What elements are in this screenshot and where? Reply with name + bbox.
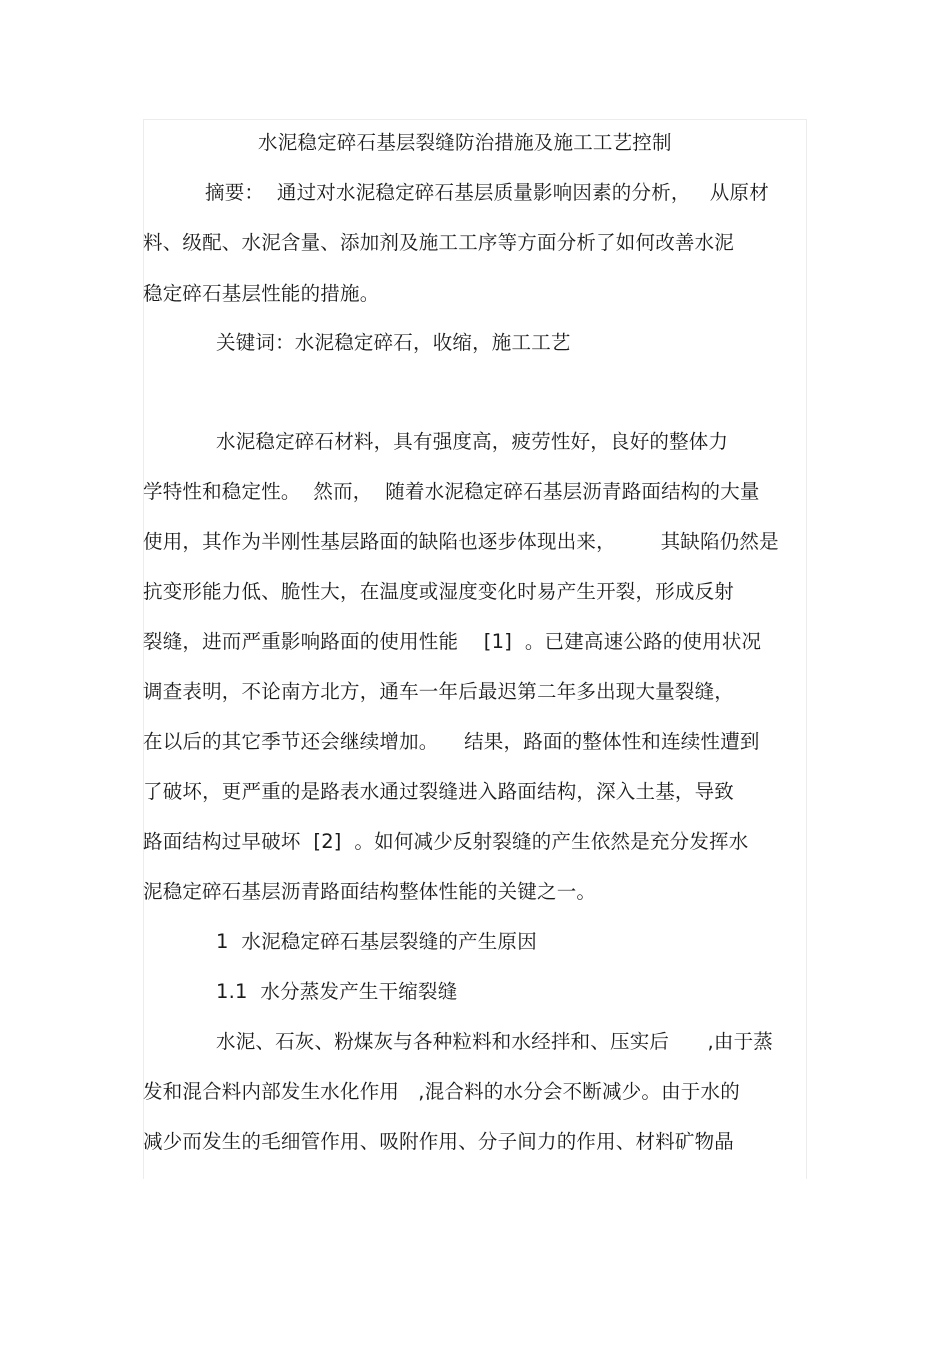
abstract-line: 摘要： 通过对水泥稳定碎石基层质量影响因素的分析， 从原材 <box>205 181 769 204</box>
abstract-line: 料、级配、水泥含量、添加剂及施工工序等方面分析了如何改善水泥 <box>143 231 735 254</box>
section-heading: 1 水泥稳定碎石基层裂缝的产生原因 <box>216 930 537 953</box>
body-line: 抗变形能力低、脆性大，在温度或湿度变化时易产生开裂，形成反射 <box>143 580 735 603</box>
body-line: 路面结构过早破坏 [2] 。如何减少反射裂缝的产生依然是充分发挥水 <box>143 830 749 853</box>
section-line: 发和混合料内部发生水化作用 ,混合料的水分会不断减少。由于水的 <box>143 1080 740 1103</box>
body-line: 调查表明，不论南方北方，通车一年后最迟第二年多出现大量裂缝， <box>143 680 735 703</box>
subsection-heading: 1.1 水分蒸发产生干缩裂缝 <box>216 980 458 1003</box>
document-title: 水泥稳定碎石基层裂缝防治措施及施工工艺控制 <box>258 131 672 154</box>
abstract-line: 稳定碎石基层性能的措施。 <box>143 282 380 305</box>
body-line: 学特性和稳定性。 然而， 随着水泥稳定碎石基层沥青路面结构的大量 <box>143 480 760 503</box>
section-line: 水泥、石灰、粉煤灰与各种粒料和水经拌和、压实后 ,由于蒸 <box>216 1030 773 1053</box>
body-line: 在以后的其它季节还会继续增加。 结果，路面的整体性和连续性遭到 <box>143 730 760 753</box>
keywords: 关键词：水泥稳定碎石，收缩，施工工艺 <box>216 331 571 354</box>
body-line: 裂缝，进而严重影响路面的使用性能 [1] 。已建高速公路的使用状况 <box>143 630 762 653</box>
body-line: 了破坏，更严重的是路表水通过裂缝进入路面结构，深入土基，导致 <box>143 780 735 803</box>
body-line: 水泥稳定碎石材料，具有强度高，疲劳性好，良好的整体力 <box>216 430 729 453</box>
body-line: 泥稳定碎石基层沥青路面结构整体性能的关键之一。 <box>143 880 597 903</box>
body-line: 使用，其作为半刚性基层路面的缺陷也逐步体现出来， 其缺陷仍然是 <box>143 530 779 553</box>
section-line: 减少而发生的毛细管作用、吸附作用、分子间力的作用、材料矿物晶 <box>143 1130 735 1153</box>
